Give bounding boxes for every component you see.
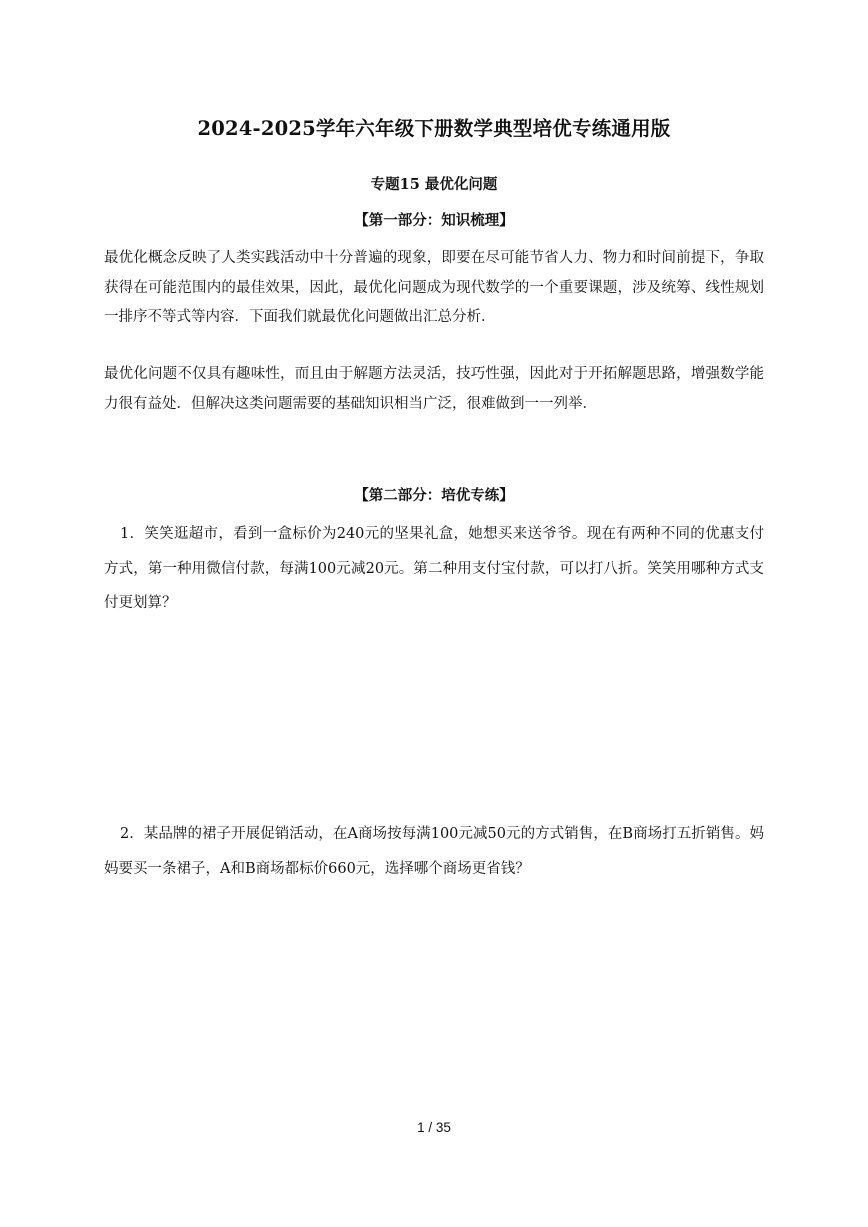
page-number: 1 / 35 (417, 1120, 451, 1135)
part1-paragraph: 最优化问题不仅具有趣味性，而且由于解题方法灵活，技巧性强，因此对于开拓解题思路，增强数学能力很有益处．但解决这类问题需要的基础知识相当广泛，很难做到一一列举． (104, 366, 764, 412)
question-item: 1．笑笑逛超市，看到一盒标价为240元的坚果礼盒，她想买来送爷爷。现在有两种不同的优惠支付方式，第一种用微信付款，每满100元减20元。第二种用支付宝付款，可以打八折。笑笑用哪种方式支付更划算？ (104, 526, 764, 611)
document-title: 2024-2025学年六年级下册数学典型培优专练通用版 (197, 117, 671, 140)
part1-paragraph: 最优化概念反映了人类实践活动中十分普遍的现象，即要在尽可能节省人力、物力和时间前提下，争取获得在可能范围内的最佳效果，因此，最优化问题成为现代数学的一个重要课题，涉及统筹、线性规划一排序不等式等内容．下面我们就最优化问题做出汇总分析． (104, 250, 764, 325)
topic-title: 专题15 最优化问题 (370, 176, 498, 193)
question-item: 2．某品牌的裙子开展促销活动，在A商场按每满100元减50元的方式销售，在B商场打五折销售。妈妈要买一条裙子，A和B商场都标价660元，选择哪个商场更省钱？ (104, 826, 764, 877)
part2-heading: 【第二部分：培优专练】 (354, 487, 514, 504)
part1-heading: 【第一部分：知识梳理】 (354, 212, 514, 229)
